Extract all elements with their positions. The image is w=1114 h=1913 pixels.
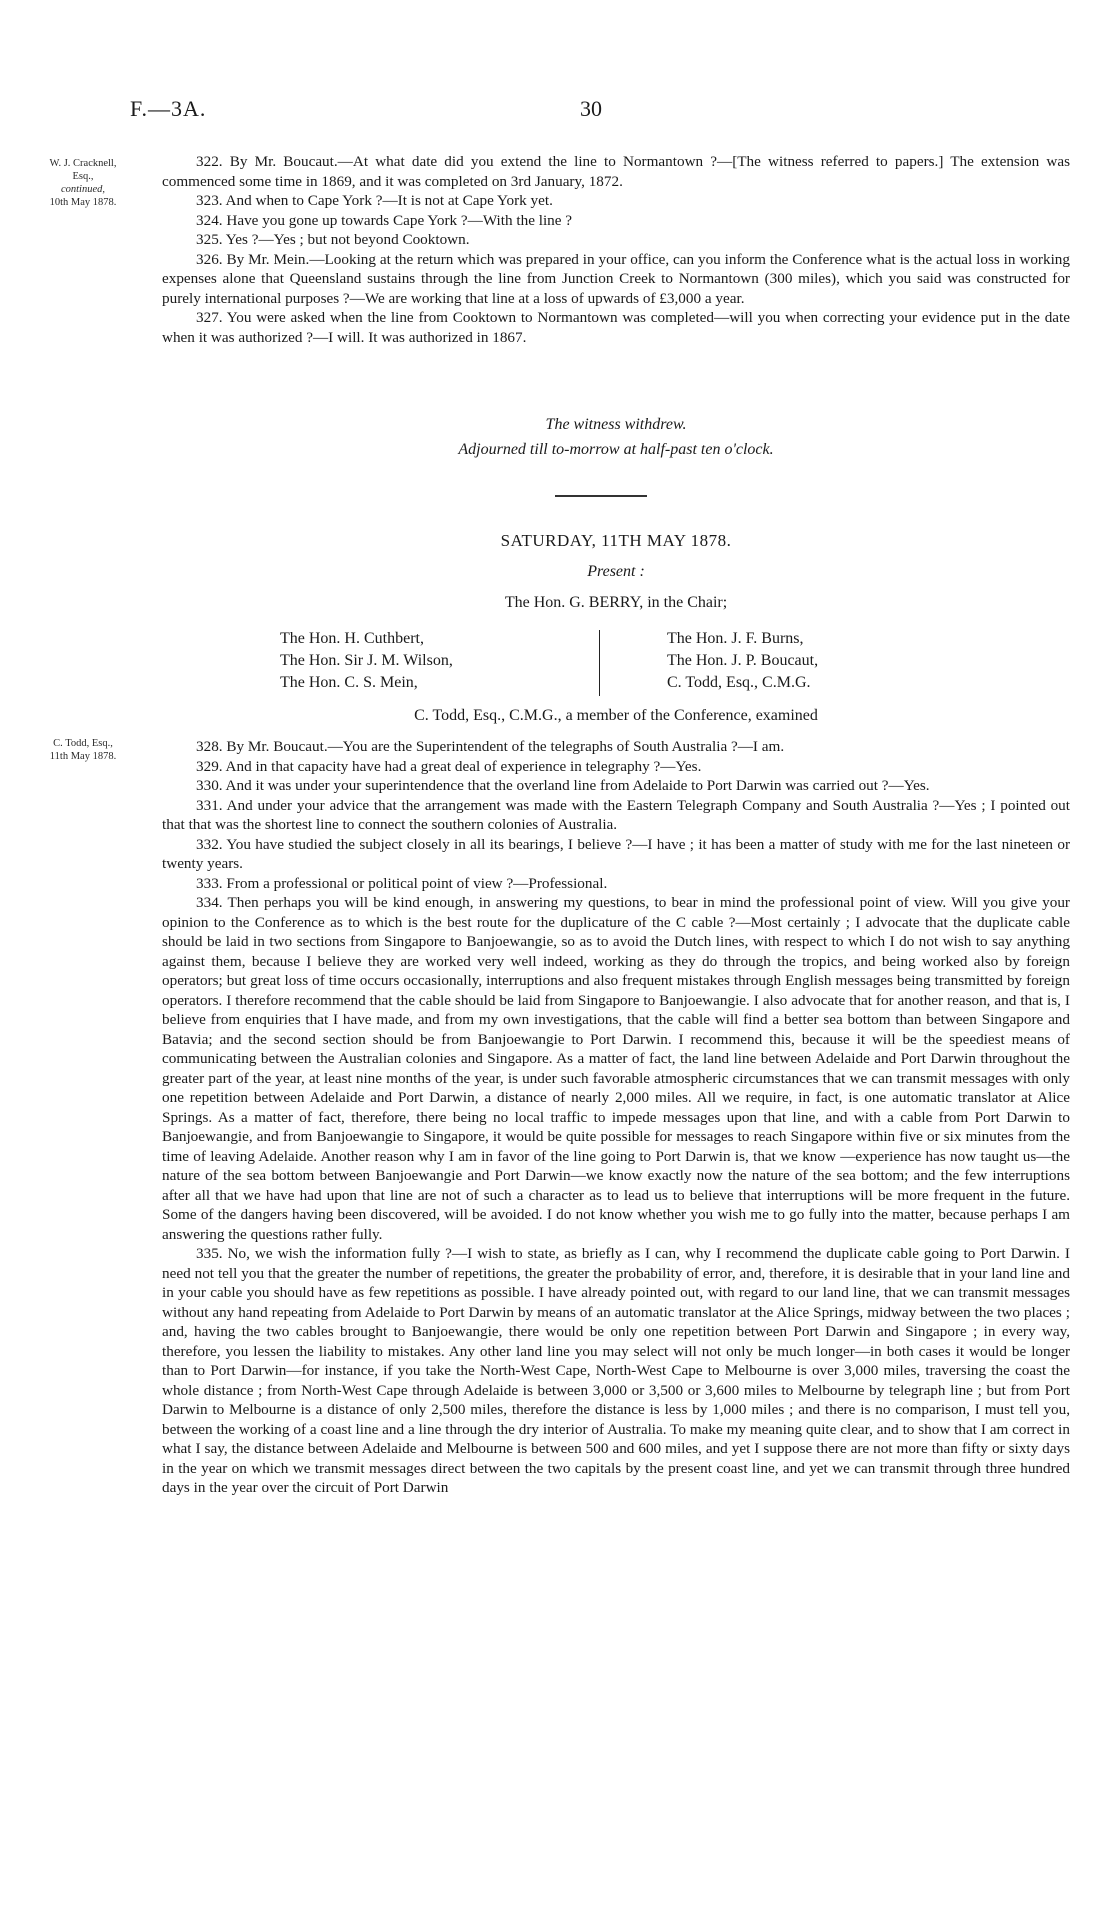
- margin-note-line: W. J. Cracknell,: [49, 158, 117, 169]
- question-paragraph: 322. By Mr. Boucaut.—At what date did you extend the line to Normantown ?—[The witness referred to papers.] The extension was commenced some time in 1869, and it was completed on 3rd January, 1872.: [162, 153, 1070, 190]
- question-paragraph: 328. By Mr. Boucaut.—You are the Superintendent of the telegraphs of South Australia ?—I am.: [196, 738, 785, 755]
- member-name: The Hon. Sir J. M. Wilson,: [280, 652, 453, 669]
- margin-note-line: C. Todd, Esq.,: [53, 738, 113, 749]
- members-column-divider: [599, 630, 600, 696]
- member-name: The Hon. C. S. Mein,: [280, 674, 418, 691]
- question-paragraph: 324. Have you gone up towards Cape York ?—With the line ?: [196, 211, 573, 229]
- page-header: [0, 92, 1114, 132]
- question-paragraph: 325. Yes ?—Yes ; but not beyond Cooktown.: [196, 231, 470, 248]
- question-paragraph: 329. And in that capacity have had a great deal of experience in telegraphy ?—Yes.: [196, 757, 702, 775]
- members-left-column: [280, 628, 453, 694]
- question-paragraph: 332. You have studied the subject closely in all its bearings, I believe ?—I have ; it has been a matter of study with me for the last nineteen or twenty years.: [162, 835, 1070, 872]
- margin-note-line: 11th May 1878.: [49, 751, 117, 762]
- question-paragraph: 333. From a professional or political point of view ?—Professional.: [196, 874, 608, 892]
- present-label: Present :: [587, 563, 645, 580]
- question-paragraph: 327. You were asked when the line from Cooktown to Normantown was completed—will you when correcting your evidence put in the date when it was authorized ?—I will. It was authorized in 1867.: [162, 309, 1070, 346]
- question-paragraph: 326. By Mr. Mein.—Looking at the return which was prepared in your office, can you inform the Conference what is the actual loss in working expenses alone that Queensland sustains through the line from Junction Creek to Normantown (300 miles), which you said was constructed for purely international purposes ?—We are working that line at a loss of upwards of £3,000 a year.: [162, 250, 1070, 307]
- adjournment-note: Adjourned till to-morrow at half-past ten o'clock.: [458, 441, 774, 458]
- testimony-section-2: [162, 737, 1070, 1498]
- chair-line: The Hon. G. BERRY, in the Chair;: [504, 594, 728, 611]
- members-present: [162, 628, 1070, 700]
- margin-note-line: continued,: [60, 184, 106, 195]
- page-number: 30: [580, 96, 602, 121]
- member-name: The Hon. J. P. Boucaut,: [667, 652, 819, 669]
- question-paragraph: 335. No, we wish the information fully ?—I wish to state, as briefly as I can, why I recommend the duplicate cable going to Port Darwin. I need not tell you that the greater the number of repetitions, the greater the probability of error, and, therefore, it is desirable that in your land line and in your cable you should have as few repetitions as possible. I have already pointed out, with regard to our land line, that we can transmit messages without any hand repeating from Adelaide to Port Darwin by means of an automatic translator at the Alice Springs, midway between the two places ; and, having the two cables brought to Banjoewangie, there would be only one repetition between Port Darwin and Singapore ; in every way, therefore, you lessen the liability to mistakes. Any other land line you may select will not only be much longer—in both cases it would be longer than to Port Darwin—for instance, if you take the North-West Cape, North-West Cape to Melbourne is over 3,000 miles, traversing the coast the whole distance ; from North-West Cape through Adelaide is between 3,000 or 3,500 or 3,600 miles to Melbourne by telegraph line ; but from Port Darwin to Melbourne is a distance of only 2,500 miles, therefore the distance is less by 1,000 miles ; and there is no comparison, I must tell you, between the working of a coast line and a line through the dry interior of Australia. To make my meaning quite clear, and to show that I am correct in what I say, the distance between Adelaide and Melbourne is between 500 and 600 miles, and yet I suppose there are not more than fifty or sixty days in the year on which we transmit messages direct between the two capitals by the present coast line, and yet we can transmit through three hundred days in the year over the circuit of Port Darwin: [162, 1245, 1070, 1496]
- question-paragraph: 323. And when to Cape York ?—It is not at Cape York yet.: [196, 192, 553, 209]
- members-right-column: [667, 628, 818, 694]
- margin-note-line: Esq.,: [72, 171, 94, 182]
- margin-note-todd: [18, 737, 148, 763]
- section-divider: [555, 495, 647, 497]
- question-paragraph: 334. Then perhaps you will be kind enough, in answering my questions, to bear in mind the professional point of view. Will you give your opinion to the Conference as to which is the best route for the duplicature of the C cable ?—Most certainly ; I advocate that the duplicate cable should be laid in two sections from Singapore to Banjoewangie, so as to avoid the Dutch lines, with respect to which I do not wish to say anything against them, because I believe they are worked very well indeed, working as they do through the tropics, and being worked also by foreign operators; but great loss of time occurs occasionally, interruptions and also frequent mistakes through English messages being transmitted by foreign operators. I therefore recommend that the cable should be laid from Singapore to Banjoewangie. I also advocate that for another reason, and that is, I believe from enquiries that I have made, and from my own investigations, that the cable will find a better sea bottom than between Singapore and Batavia; and the second section should be from Banjoewangie to Port Darwin. I recommend this, because it will be the speediest means of communicating between the Australian colonies and Singapore. As a matter of fact, the land line between Adelaide and Port Darwin throughout the greater part of the year, at least nine months of the year, is under such favorable atmospheric circumstances that we can transmit messages with only one repetition between Adelaide and Port Darwin, a distance of nearly 2,000 miles. All we require, in fact, is one automatic translator at Alice Springs. As a matter of fact, therefore, there being no local traffic to impede messages upon that line, and with a cable from Port Darwin to Banjoewangie, and from Banjoewangie to Singapore, it would be quite possible for messages to reach Singapore within five or six minutes from the time of leaving Adelaide. Another reason why I am in favor of the line going to Port Darwin is, that we know —experience has now taught us—the nature of the sea bottom between Banjoewangie and Port Darwin—we know exactly now the nature of the sea bottom; and the few interruptions after all that we have had upon that line are not of such a character as to lead us to believe that interruptions will be more frequent in the future. Some of the dangers having been discovered, will be avoided. I do not know whether you wish me to go fully into the matter, because perhaps I am answering the questions rather fully.: [162, 894, 1070, 1243]
- witness-withdrew: The witness withdrew.: [545, 416, 687, 433]
- question-paragraph: 330. And it was under your superintendence that the overland line from Adelaide to Port Darwin was carried out ?—Yes.: [196, 777, 930, 794]
- question-paragraph: 331. And under your advice that the arrangement was made with the Eastern Telegraph Company and South Australia ?—Yes ; I pointed out that that was the shortest line to connect the southern colonies of Australia.: [162, 796, 1070, 833]
- member-name: C. Todd, Esq., C.M.G.: [667, 674, 811, 691]
- margin-note-cracknell: [18, 157, 148, 209]
- testimony-section-1: [162, 152, 1070, 347]
- member-name: The Hon. H. Cuthbert,: [280, 630, 424, 647]
- document-reference: F.—3A.: [130, 96, 207, 121]
- examined-line: C. Todd, Esq., C.M.G., a member of the Conference, examined: [414, 707, 818, 724]
- member-name: The Hon. J. F. Burns,: [667, 630, 804, 647]
- margin-note-line: 10th May 1878.: [49, 197, 117, 208]
- session-date-heading: SATURDAY, 11TH MAY 1878.: [500, 531, 732, 550]
